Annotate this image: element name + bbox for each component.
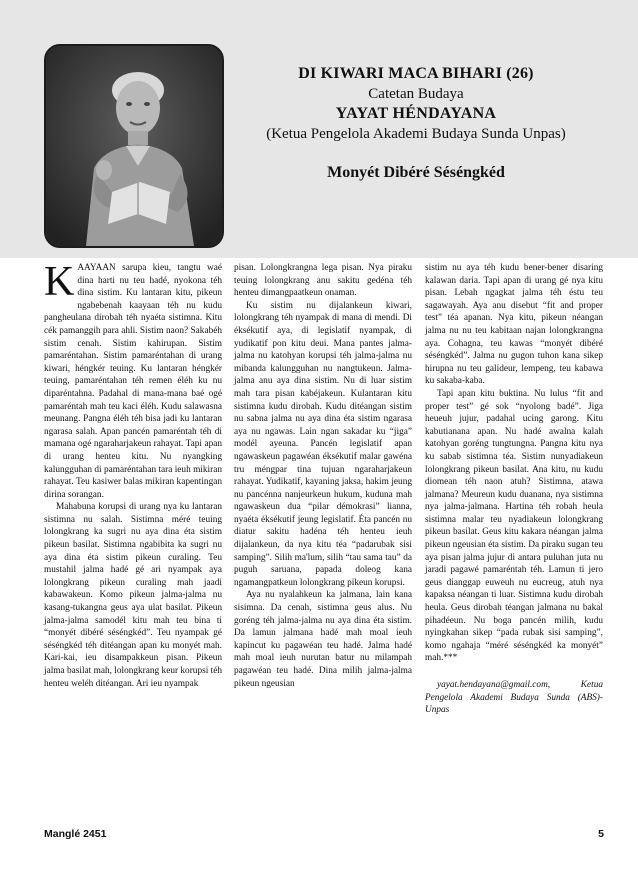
- portrait-image: [46, 46, 222, 246]
- paragraph: KAAYAAN sarupa kieu, tangtu waé dina harti nu teu hadé, nyokona téh dina sistim. Ku lantaran kitu, pikeun ngabebenah kaayaan téh nu kudu pangheulana dirobah téh nyaéta sistimna. Kitu cék pamanggih para ahli. Sistim naon? Sakabéh sistim cenah. Sistim kahirupan. Sistim pamaréntahan. Sistim pamaréntahan di urang kiwari, héngkér teuing. Ku lantaran héngkér teuing, pamaréntahan téh remen éléh ku nu diparéntahna. Padahal di mana-mana baé ogé pamaréntah mah teu kaci éléh. Kudu salawasna meunang. Pangna éléh téh bisa jadi ku lantaran ngarasa salah. Apan pancén pamaréntah téh di mamana ogé ngaraharjakeun rahayat. Tapi apan di urang henteu kitu. Nu nyangking kalungguhan di pamaréntahan tara ieuh mikiran rahayat. Teu kasiwer balas mikiran kapentingan dirina sorangan.: [44, 259, 222, 500]
- paragraph: Aya nu nyalahkeun ka jalmana, lain kana sisimna. Da cenah, sistimna geus alus. Nu goréng téh jalma-jalma nu aya dina éta sistim. Da lamun jalmana hadé mah moal ieuh kapincut ku pagawéan teu hadé. Jalma hadé mah moal ieuh nurutan batur nu milampah pagawéan teu hadé. Dina milih jalma-jalma pikeun ngeusian: [234, 590, 412, 689]
- author-role: (Ketua Pengelola Akademi Budaya Sunda Unpas): [266, 126, 566, 142]
- page-number: 5: [598, 828, 604, 840]
- article-title: Monyét Dibéré Séséngkéd: [327, 164, 505, 181]
- column-2: [234, 262, 412, 690]
- author-signature: yayat.hendayana@gmail.com, Ketua Pengelola Akademi Budaya Sunda (ABS)-Unpas: [425, 680, 603, 716]
- header-text: [230, 64, 602, 183]
- drop-cap: K: [44, 259, 75, 305]
- paragraph: sistim nu aya téh kudu bener-bener disaring kalawan daria. Tapi apan di urang gé nya kitu pisan. Lebah ngagkat jalma téh éstu teu sagawayah. Aya anu disebut “fit and proper test” téa apanan. Nya kitu, pikeun néangan jalma nu nu teu kabitaan najan lolongkrangna aya. Cohagna, teu kawas “monyét dibéré séséngkéd”. Jalma nu gugon tuhon kana sikep hirupna nu teu galideur, lempeng, teu kabawa ku sakaba-kaba.: [425, 263, 603, 387]
- paragraph: Mahabuna korupsi di urang nya ku lantaran sistimna nu salah. Sistimna méré teuing lolongkrang ka sugri nu aya dina éta sistim pikeun basilat. Sistimna ngabibita ka sugri nu aya dina éta sistim pikeun curaling. Teu mustahil jalma hadé gé ari nyampak aya lolongkrang pikeun curaling mah jaadi kabawakeun. Komo pikeun jalma-jalma nu kasang-tukangna geus aya ulat basilat. Pikeun jalma-jalma samodél kitu mah teu bina ti “monyét dibéré séséngkéd”. Teu nyampak gé séséngkéd téh ditéangan apan ku monyét mah. Kari-kai, ieu disampakkeun pisan. Pikeun jalma basilat mah, lolongkrang keur korupsi téh henteu weléh ditéangan. Ari ieu nyampak: [44, 502, 222, 689]
- author-name: YAYAT HÉNDAYANA: [335, 105, 497, 122]
- series-title: DI KIWARI MACA BIHARI (26): [298, 65, 534, 82]
- author-photo: [44, 44, 224, 248]
- column-1: [44, 259, 222, 690]
- column-3: [425, 262, 603, 717]
- article-body: [44, 259, 604, 802]
- magazine-issue: Manglé 2451: [44, 828, 107, 840]
- paragraph: Ku sistim nu dijalankeun kiwari, lolongkrang téh nyampak di mana di mendi. Di éksékutif aya, di legislatif nyampak, di yudikatif pon kitu deui. Mana pantes jalma-jalma nu katohyan korupsi téh jalma-jalma nu mibanda kalungguhan nu nangtukeun. Jalma-jalma anu aya dina sistim. Nu di luar sistim mah tara pisan kabéjakeun. Kulantaran kitu sistimna kudu dirobah. Kudu ditéangan sistim nu sabna jalma nu aya dina éta sistim ngarasa aya nu ngawas. Lain ngan sakadar ku “jiga” modél ayeuna. Pancén legislatif apan ngawaskeun pagawéan éksékutif malar gawéna tru méngpar tina tujuan ngaraharjakeun rahayat. Yudikatif, kayaning jaksa, hakim jeung nu pancénna nanjeurkeun hukum, kuduna mah ngawaskeun dua “pilar démokrasi” lianna, nyaéta éksékutif jeung legislatif. Éta pancén nu diatur sakitu hadéna téh henteu ieuh dijalankeun, da nya kitu téa “padarubak sisi samping”. Silih ma'lum, silih “tau sama tau” da puguh saruana, papada doleog kana ngamangpatkeun lolongkrang pikeun korupsi.: [234, 300, 412, 588]
- section-label: Catetan Budaya: [368, 86, 464, 102]
- page-footer: [44, 828, 604, 844]
- paragraph: pisan. Lolongkrangna lega pisan. Nya piraku teuing lolongkrang anu sakitu gedéna téh henteu dimangpaatkeun onaman.: [234, 263, 412, 299]
- paragraph: Tapi apan kitu buktina. Nu lulus “fit and proper test” gé sok “nyolong badé”. Jiga heueuh jujur, padahal ucing garong. Kitu kabutianana apan. Nu hadé awalna kalah katohyan goréng tungtungna. Pangna kitu nya ku sabab sistimna téa. Sistim nunyadiakeun lolongkrang pikeun basilat. Ana kitu, nu kudu diomean téh naon atuh? Sistimna, atawa jalmana? Meureun kudu duanana, nya sistimna nya jalma-jalmana. Hartina téh robah heula sistimna malar teu nyadiakeun lolongkrang pikeun basilat. Geus kitu kakara néangan jalma pikeun ngeusian éta sistim. Da piraku sugan teu aya pisan jalma jujur di antara puluhan juta nu jaradi pagawé pamaréntah téh. Lamun ti jero geus dianggap euweuh nu eucreug, atuh nya kapaksa néangan ti luar. Sistimna kudu dirobah heula. Geus dirobah téangan jalmana nu bakal pihadéeun. Nu boga pancén milih, kudu nyingkahan sikep “pada rubak sisi samping”, komo ngahaja “méré séséngkéd ka monyét” mah.***: [425, 388, 603, 664]
